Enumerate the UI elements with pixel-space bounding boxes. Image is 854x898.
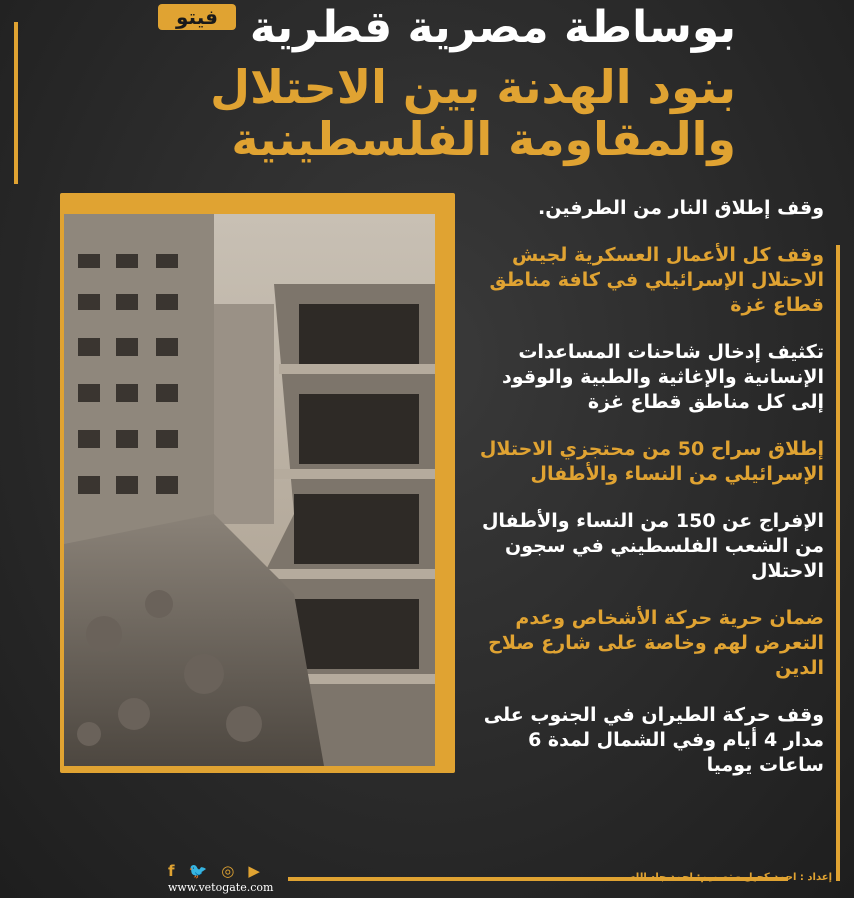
headline-line-3: والمقاومة الفلسطينية: [231, 112, 736, 166]
list-item: الإفراج عن 150 من النساء والأطفال من الشعب الفلسطيني في سجون الاحتلال: [481, 510, 824, 582]
credits: إعداد : احمد كحيل - تصميم: احمد جاد الله: [629, 872, 832, 883]
youtube-icon[interactable]: ▶: [248, 862, 260, 880]
headline-line-2: بنود الهدنة بين الاحتلال: [210, 60, 736, 114]
list-item: تكثيف إدخال شاحنات المساعدات الإنسانية والإغاثية والطبية والوقود إلى كل مناطق قطاع غزة: [502, 341, 824, 413]
vetogate-logo: فيتو: [158, 4, 236, 30]
list-item: وقف كل الأعمال العسكرية لجيش الاحتلال الإسرائيلي في كافة مناطق قطاع غزة: [489, 244, 824, 316]
destroyed-buildings-photo: [64, 214, 435, 766]
list-item: وقف إطلاق النار من الطرفين.: [538, 197, 824, 219]
truce-terms-list: [479, 196, 824, 800]
instagram-icon[interactable]: ◎: [221, 862, 235, 880]
website-url: www.vetogate.com: [168, 881, 274, 894]
facebook-icon[interactable]: f: [168, 862, 175, 880]
list-item: إطلاق سراح 50 من محتجزي الاحتلال الإسرائيلي من النساء والأطفال: [479, 438, 824, 485]
frame-accent-left: [14, 22, 18, 184]
headline-line-1: بوساطة مصرية قطرية: [249, 2, 736, 53]
twitter-icon[interactable]: 🐦: [188, 862, 208, 880]
list-item: ضمان حرية حركة الأشخاص وعدم التعرض لهم وخاصة على شارع صلاح الدين: [488, 607, 824, 679]
list-item: وقف حركة الطيران في الجنوب على مدار 4 أيام وفي الشمال لمدة 6 ساعات يوميا: [483, 704, 824, 776]
social-icons: [168, 862, 260, 880]
frame-accent-right: [836, 245, 840, 881]
